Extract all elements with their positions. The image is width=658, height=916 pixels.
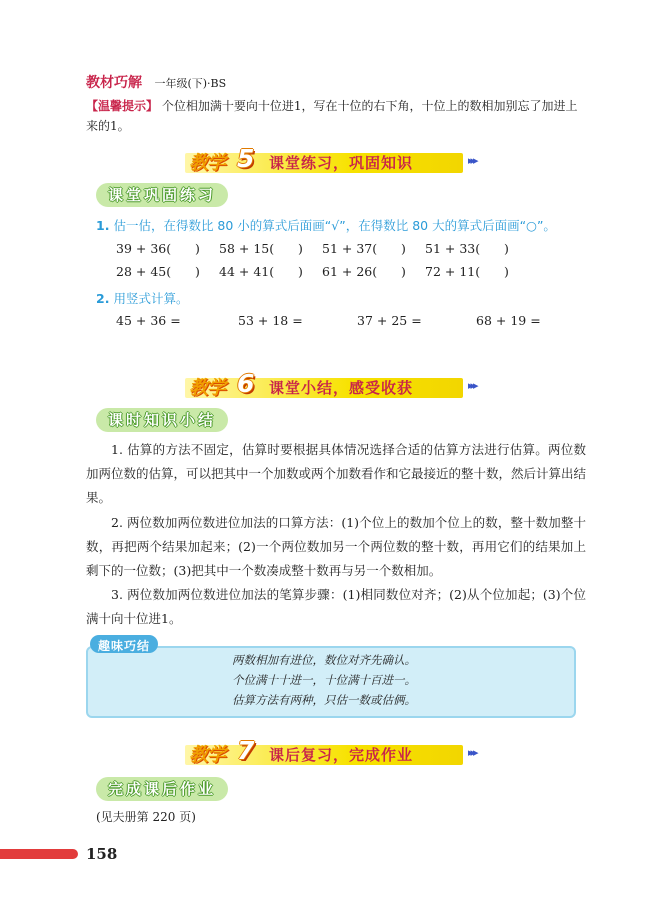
vertical-calc-item: 53 + 18 =: [238, 313, 303, 328]
vertical-calc-item: 68 + 19 =: [476, 313, 541, 328]
summary-paragraph-2: 2. 两位数加两位数进位加法的口算方法：(1)个位上的数加个位上的数，整十数加整十数，再把两个结果加起来；(2)一个两位数加另一个两位数的整十数，再用它们的结果加上剩下的一位数；(3)把其中一个数凑成整十数再与另一个数相加。: [86, 515, 586, 578]
question-number: 1.: [96, 218, 110, 233]
estimate-item: 61 + 26( ): [322, 264, 406, 279]
estimate-item: 44 + 41( ): [219, 264, 303, 279]
book-brand: 教材巧解: [86, 75, 142, 91]
section-banner-7: [185, 736, 485, 768]
fun-rhyme-line: 两数相加有进位，数位对齐先确认。: [232, 653, 416, 667]
section-number: 5: [237, 144, 255, 173]
arrows-icon: ▸▸▸: [468, 154, 476, 167]
question-1: [96, 216, 606, 234]
section-word: 教学: [189, 152, 226, 174]
page-edge-bar: [0, 849, 78, 859]
estimate-item: 51 + 37( ): [322, 241, 406, 256]
section-title: 课后复习，完成作业: [269, 746, 414, 764]
fun-rhyme-line: 估算方法有两种，只估一数或估俩。: [232, 693, 416, 707]
pill-heading-text: 课堂巩固练习: [108, 186, 217, 204]
pill-heading-text: 课时知识小结: [108, 411, 217, 429]
running-header: [86, 72, 226, 92]
warm-tip-text: 个位相加满十要向十位进1，写在十位的右下角，十位上的数相加别忘了加进上来的1。: [86, 99, 578, 133]
section-banner-6: [185, 369, 485, 401]
arrows-icon: ▸▸▸: [468, 379, 476, 392]
fun-summary-badge: [90, 635, 158, 653]
vertical-calc-item: 37 + 25 =: [357, 313, 422, 328]
fun-rhyme-line: 个位满十十进一，十位满十百进一。: [232, 673, 416, 687]
warm-tip: [86, 96, 586, 136]
summary-paragraph-1: 1. 估算的方法不固定，估算时要根据具体情况选择合适的估算方法进行估算。两位数加两位数的估算，可以把其中一个加数或两个加数看作和它最接近的整十数，然后计算出结果。: [86, 442, 587, 505]
section-banner-5: [185, 144, 485, 176]
reference-note: (见夫册第 220 页): [96, 810, 196, 824]
arrows-icon: ▸▸▸: [468, 746, 476, 759]
warm-tip-label: 【温馨提示】: [86, 99, 159, 113]
estimate-item: 39 + 36( ): [116, 241, 200, 256]
section-number: 7: [237, 736, 255, 765]
section-title: 课堂练习，巩固知识: [269, 154, 414, 172]
pill-heading-practice: [96, 183, 228, 207]
question-2: [96, 289, 188, 307]
section-number: 6: [237, 369, 255, 398]
section-word: 教学: [189, 377, 226, 399]
pill-heading-summary: [96, 408, 228, 432]
fun-summary-badge-text: 趣味巧结: [98, 639, 151, 653]
grade-label: 一年级(下)·BS: [154, 77, 227, 90]
summary-paragraph-3: 3. 两位数加两位数进位加法的笔算步骤：(1)相同数位对齐；(2)从个位加起；(3)个位满十向十位进1。: [86, 587, 586, 626]
question-text: 估一估，在得数比 80 小的算式后面画“√”，在得数比 80 大的算式后面画“○”。: [113, 218, 556, 233]
pill-heading-text: 完成课后作业: [108, 780, 217, 798]
pill-heading-homework: [96, 777, 228, 801]
page-number: 158: [86, 845, 118, 863]
section-title: 课堂小结，感受收获: [269, 379, 414, 397]
estimate-item: 51 + 33( ): [425, 241, 509, 256]
vertical-calc-item: 45 + 36 =: [116, 313, 181, 328]
question-text: 用竖式计算。: [113, 291, 189, 306]
estimate-item: 72 + 11( ): [425, 264, 509, 279]
question-number: 2.: [96, 291, 110, 306]
section-word: 教学: [189, 744, 226, 766]
estimate-item: 58 + 15( ): [219, 241, 303, 256]
estimate-item: 28 + 45( ): [116, 264, 200, 279]
